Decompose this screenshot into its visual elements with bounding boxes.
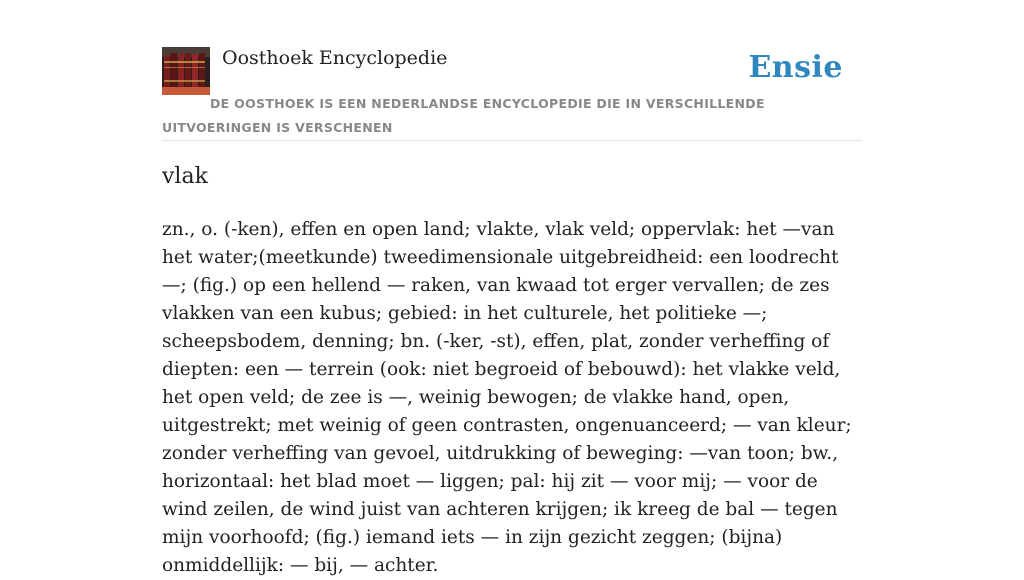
site-tagline: DE OOSTHOEK IS EEN NEDERLANDSE ENCYCLOPEDIE DIE IN VERSCHILLENDE UITVOERINGEN IS VERSCHENEN — [162, 96, 765, 135]
books-encyclopedia-icon[interactable] — [162, 47, 210, 95]
site-header — [162, 46, 862, 141]
entry-definition: zn., o. (-ken), effen en open land; vlakte, vlak veld; oppervlak: het —van het water;(meetkunde) tweedimensionale uitgebreidheid: een loodrecht —; (fig.) op een hellend — raken, van kwaad tot erger vervallen; de zes vlakken van een kubus; gebied: in het culturele, het politieke —; scheepsbodem, denning; bn. (-ker, -st), effen, plat, zonder verheffing of diepten: een — terrein (ook: niet begroeid of bebouwd): het vlakke veld, het open veld; de zee is —, weinig bewogen; de vlakke hand, open, uitgestrekt; met weinig of geen contrasten, ongenuanceerd; — van kleur; zonder verheffing van gevoel, uitdrukking of beweging: —van toon; bw., horizontaal: het blad moet — liggen; pal: hij zit — voor mij; — voor de wind zeilen, de wind juist van achteren krijgen; ik kreeg de bal — tegen mijn voorhoofd; (fig.) iemand iets — in zijn gezicht zeggen; (bijna) onmiddellijk: — bij, — achter. — [162, 219, 852, 576]
ensie-logo[interactable]: Ensie — [748, 50, 843, 85]
avatar-image — [162, 47, 210, 95]
site-name[interactable]: Oosthoek Encyclopedie — [222, 47, 448, 69]
entry-title: vlak — [162, 164, 208, 189]
